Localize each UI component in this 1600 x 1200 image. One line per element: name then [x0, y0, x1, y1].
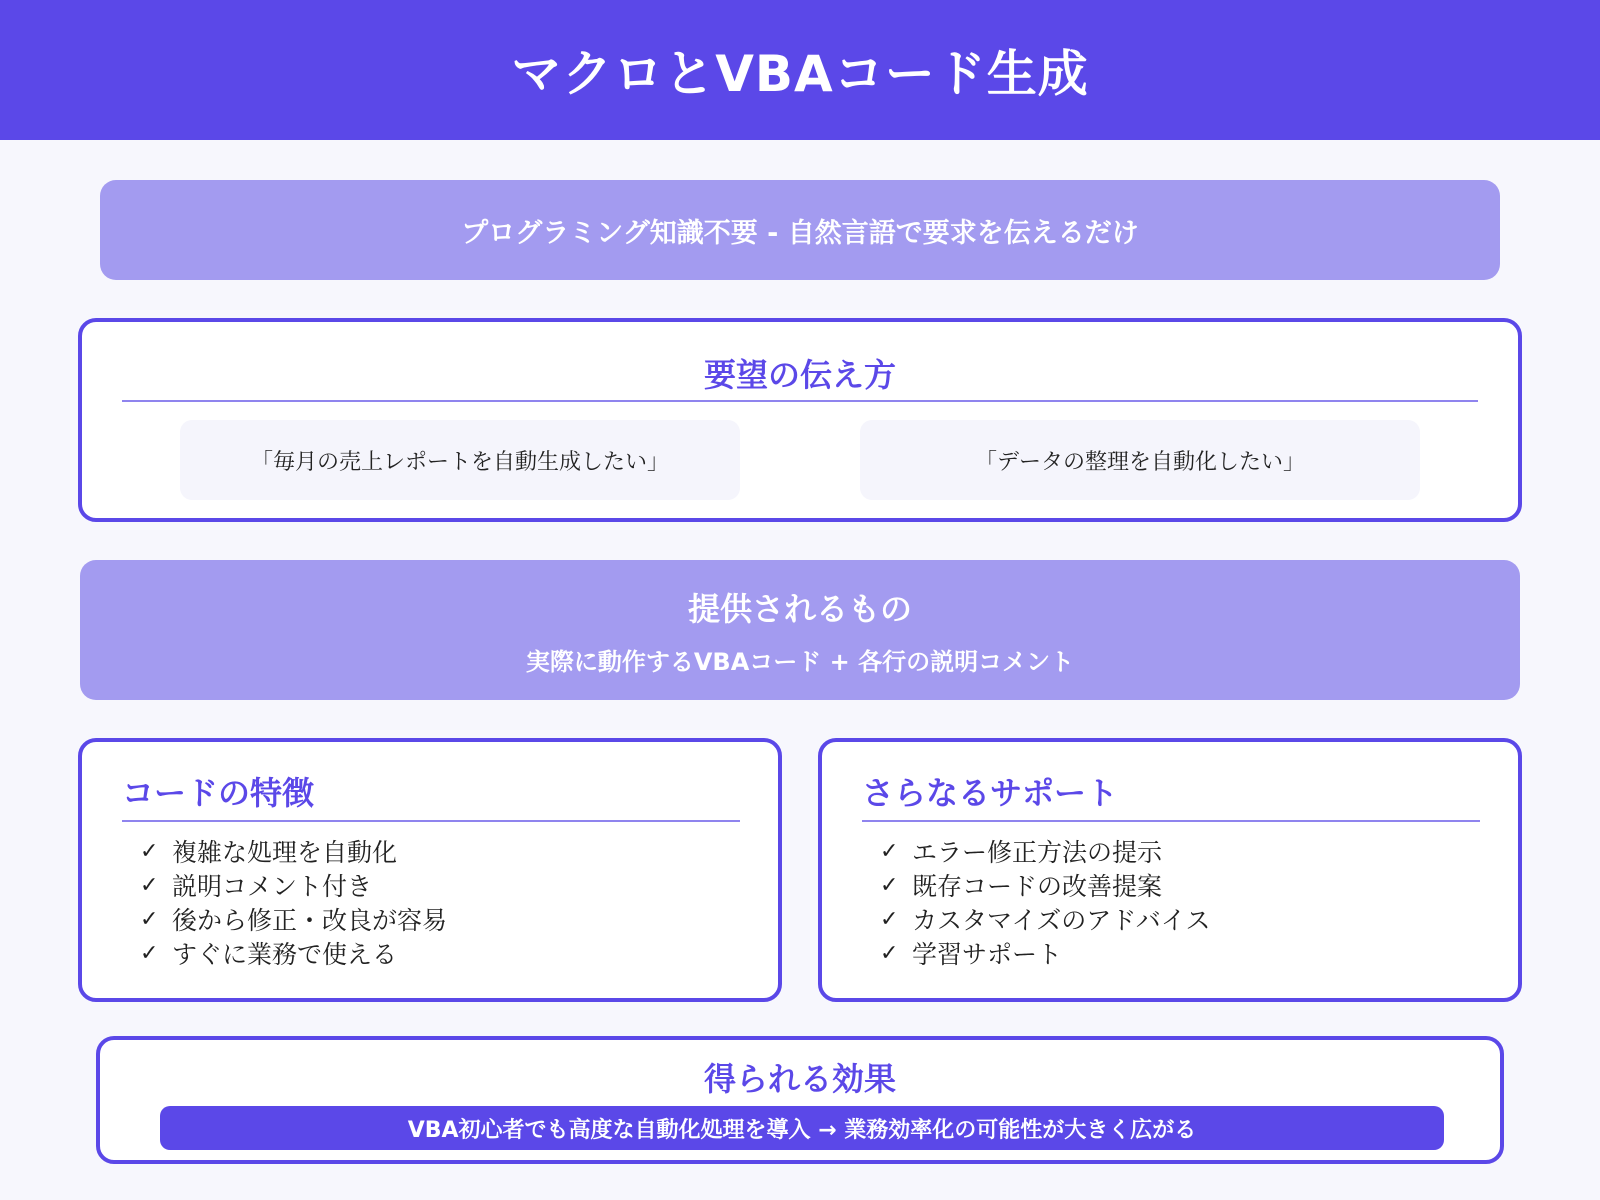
- support-title: さらなるサポート: [862, 774, 1119, 812]
- support-section: [818, 738, 1522, 1002]
- check-icon: ✓: [140, 906, 159, 932]
- effect-section: [96, 1036, 1504, 1164]
- check-icon: ✓: [880, 838, 899, 864]
- features-list-item: ✓ 後から修正・改良が容易: [140, 906, 448, 935]
- features-list: [140, 834, 447, 970]
- effect-title: 得られる効果: [703, 1060, 896, 1098]
- check-icon: ✓: [140, 872, 159, 898]
- effect-summary: VBA初心者でも高度な自動化処理を導入 → 業務効率化の可能性が大きく広がる: [160, 1106, 1444, 1150]
- support-list-item: ✓ 既存コードの改善提案: [880, 872, 1163, 901]
- check-icon: ✓: [880, 906, 899, 932]
- provided-title: 提供されるもの: [687, 590, 912, 628]
- features-list-item: ✓ 説明コメント付き: [140, 872, 373, 901]
- features-divider: [122, 820, 740, 822]
- request-section: [78, 318, 1522, 522]
- request-divider: [122, 400, 1478, 402]
- support-list-item: ✓ エラー修正方法の提示: [880, 838, 1163, 867]
- support-list: [880, 834, 1211, 970]
- check-icon: ✓: [880, 872, 899, 898]
- features-title: コードの特徴: [122, 774, 315, 812]
- features-list-item: ✓ 複雑な処理を自動化: [140, 838, 398, 867]
- support-list-item: ✓ カスタマイズのアドバイス: [880, 906, 1211, 935]
- request-title: 要望の伝え方: [703, 356, 896, 394]
- no-programming-banner: プログラミング知識不要 - 自然言語で要求を伝えるだけ: [100, 180, 1500, 280]
- request-example-2: 「データの整理を自動化したい」: [860, 420, 1420, 500]
- check-icon: ✓: [140, 838, 159, 864]
- provided-section: [80, 560, 1520, 700]
- provided-subtitle: 実際に動作するVBAコード + 各行の説明コメント: [525, 648, 1075, 676]
- page-title: マクロとVBAコード生成: [511, 45, 1089, 103]
- features-section: [78, 738, 782, 1002]
- support-divider: [862, 820, 1480, 822]
- check-icon: ✓: [140, 940, 159, 966]
- check-icon: ✓: [880, 940, 899, 966]
- support-list-item: ✓ 学習サポート: [880, 940, 1063, 969]
- features-list-item: ✓ すぐに業務で使える: [140, 940, 398, 969]
- request-example-1: 「毎月の売上レポートを自動生成したい」: [180, 420, 740, 500]
- header: [0, 0, 1600, 140]
